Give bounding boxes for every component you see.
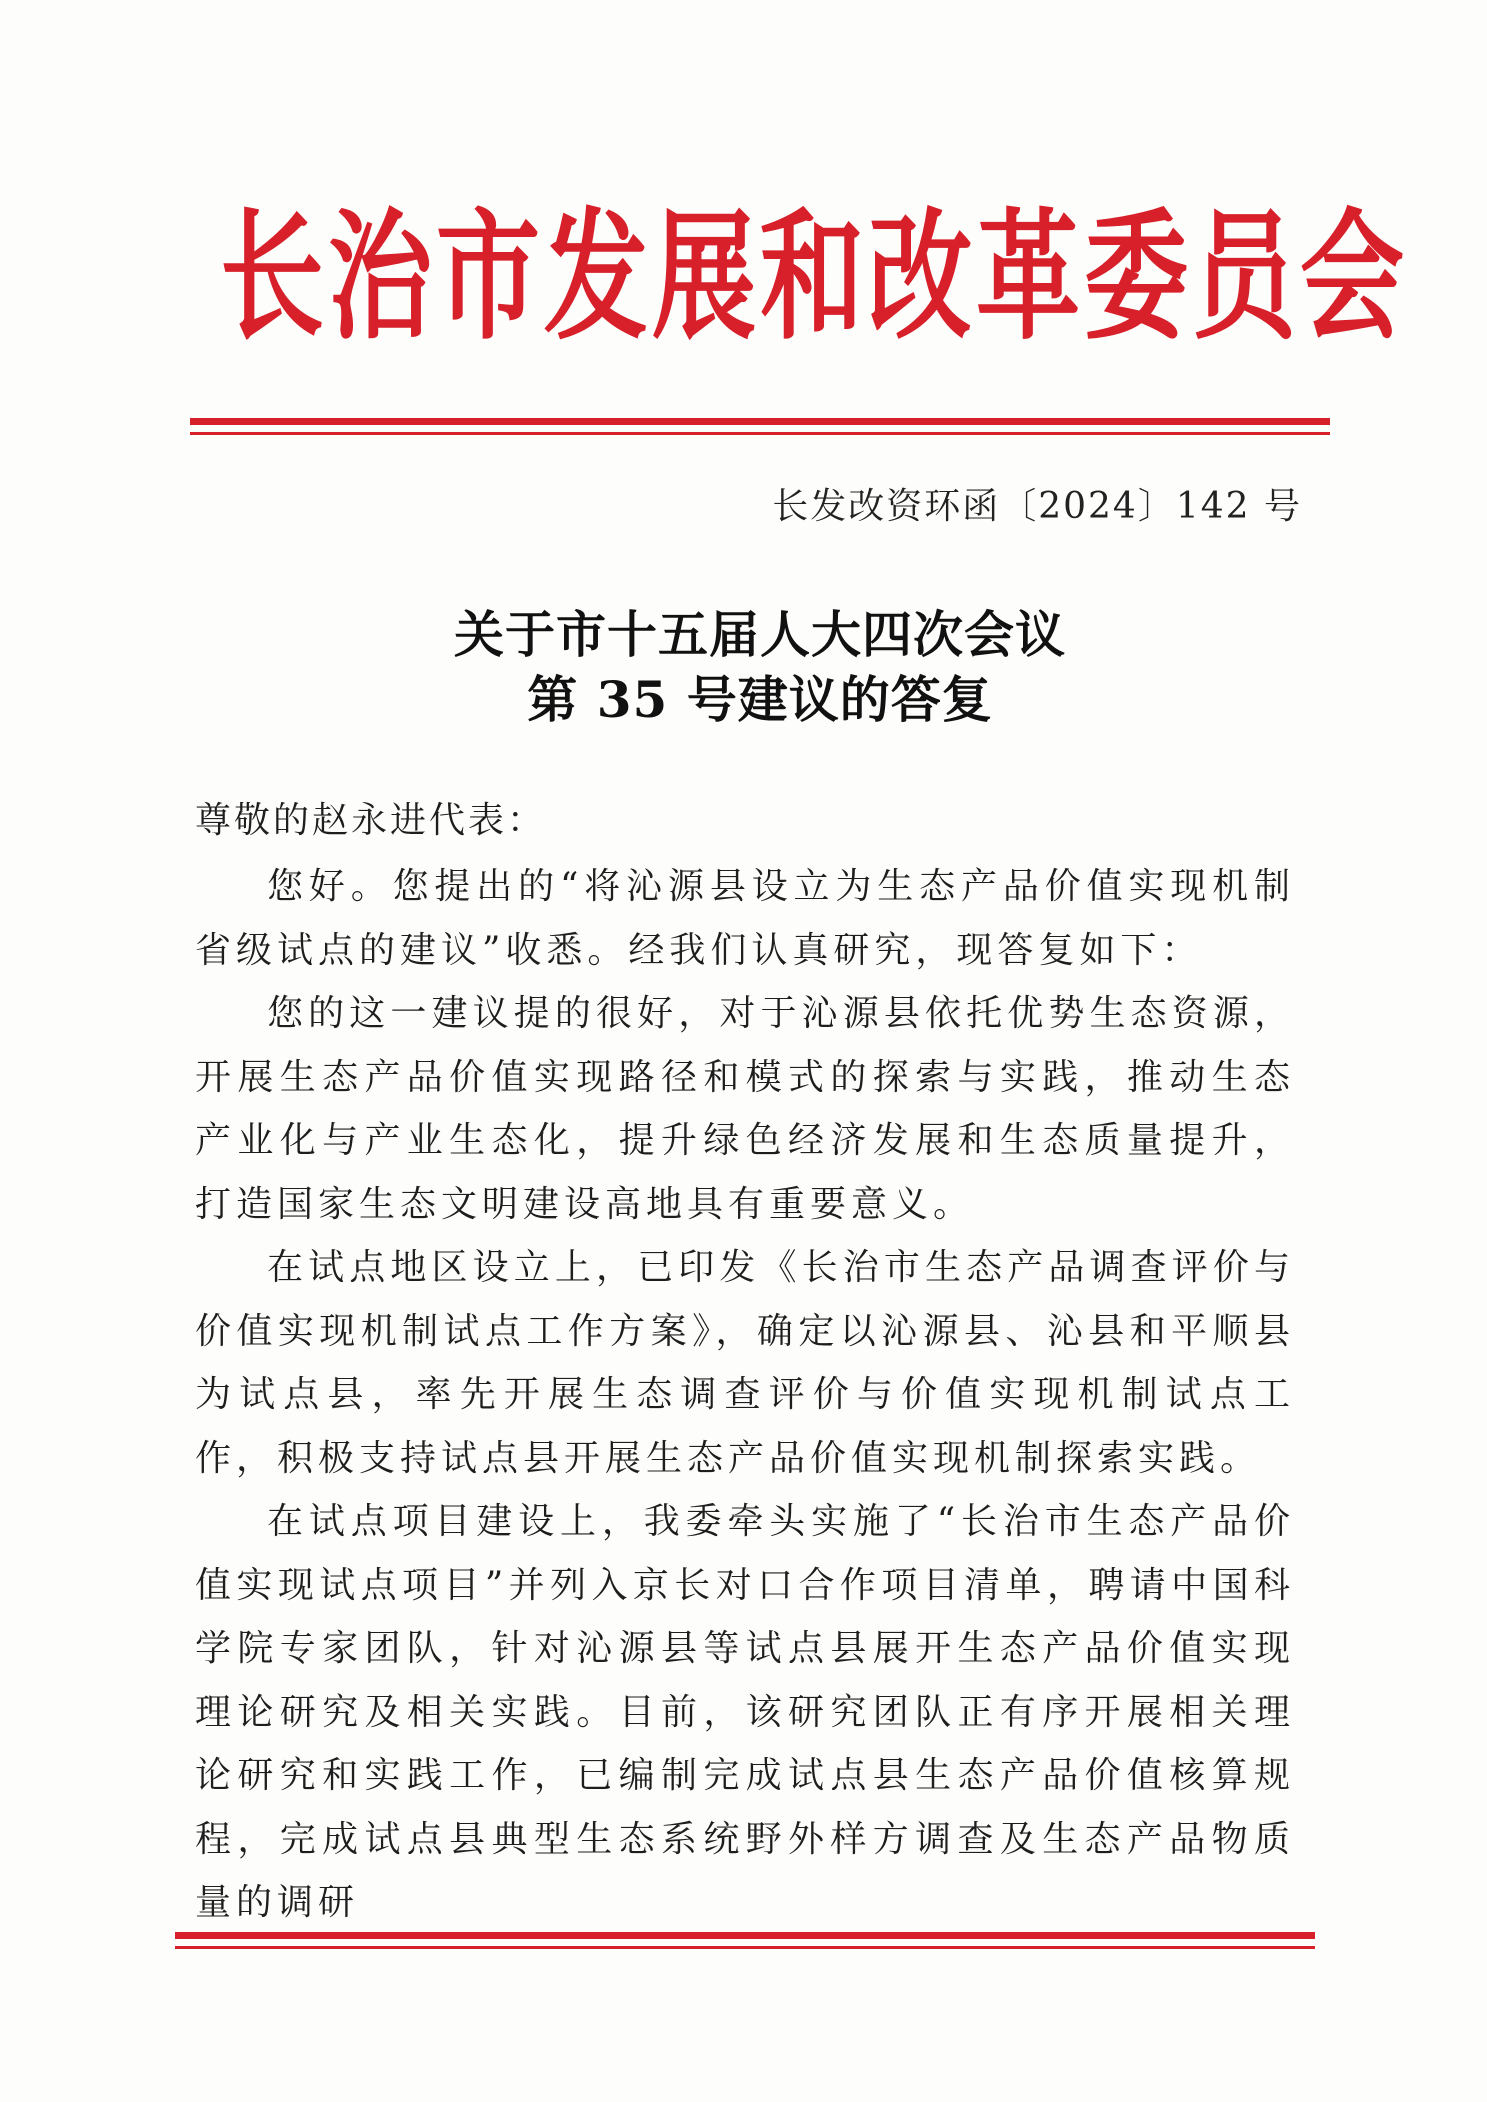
body-paragraph-3: 在试点地区设立上，已印发《长治市生态产品调查评价与价值实现机制试点工作方案》，确定以沁源县、沁县和平顺县为试点县，率先开展生态调查评价与价值实现机制试点工作，积极支持试点县开展生态产品价值实现机制探索实践。 (195, 1247, 1295, 1479)
document-body (195, 855, 1295, 1935)
issuer-header: 长治市发展和改革委员会 (220, 194, 1409, 360)
body-paragraph-2: 您的这一建议提的很好，对于沁源县依托优势生态资源，开展生态产品价值实现路径和模式的探索与实践，推动生态产业化与产业生态化，提升绿色经济发展和生态质量提升，打造国家生态文明建设高地具有重要意义。 (195, 993, 1295, 1225)
body-paragraph-4: 在试点项目建设上，我委牵头实施了“长治市生态产品价值实现试点项目”并列入京长对口合作项目清单，聘请中国科学院专家团队，针对沁源县等试点县展开生态产品价值实现理论研究及相关实践。目前，该研究团队正有序开展相关理论研究和实践工作，已编制完成试点县生态产品价值核算规程，完成试点县典型生态系统野外样方调查及生态产品物质量的调研 (195, 1501, 1295, 1923)
header-divider-thin (190, 432, 1330, 435)
body-paragraph-1: 您好。您提出的“将沁源县设立为生态产品价值实现机制省级试点的建议”收悉。经我们认真研究，现答复如下： (195, 866, 1295, 971)
salutation: 尊敬的赵永进代表： (195, 800, 547, 841)
document-title-line-2: 第 35 号建议的答复 (527, 670, 993, 729)
header-divider-thick (190, 418, 1330, 425)
document-title-line-1: 关于市十五届人大四次会议 (454, 605, 1066, 664)
document-number: 长发改资环函〔2024〕142 号 (772, 486, 1302, 527)
footer-divider-thick (175, 1932, 1315, 1939)
footer-divider-thin (175, 1946, 1315, 1949)
